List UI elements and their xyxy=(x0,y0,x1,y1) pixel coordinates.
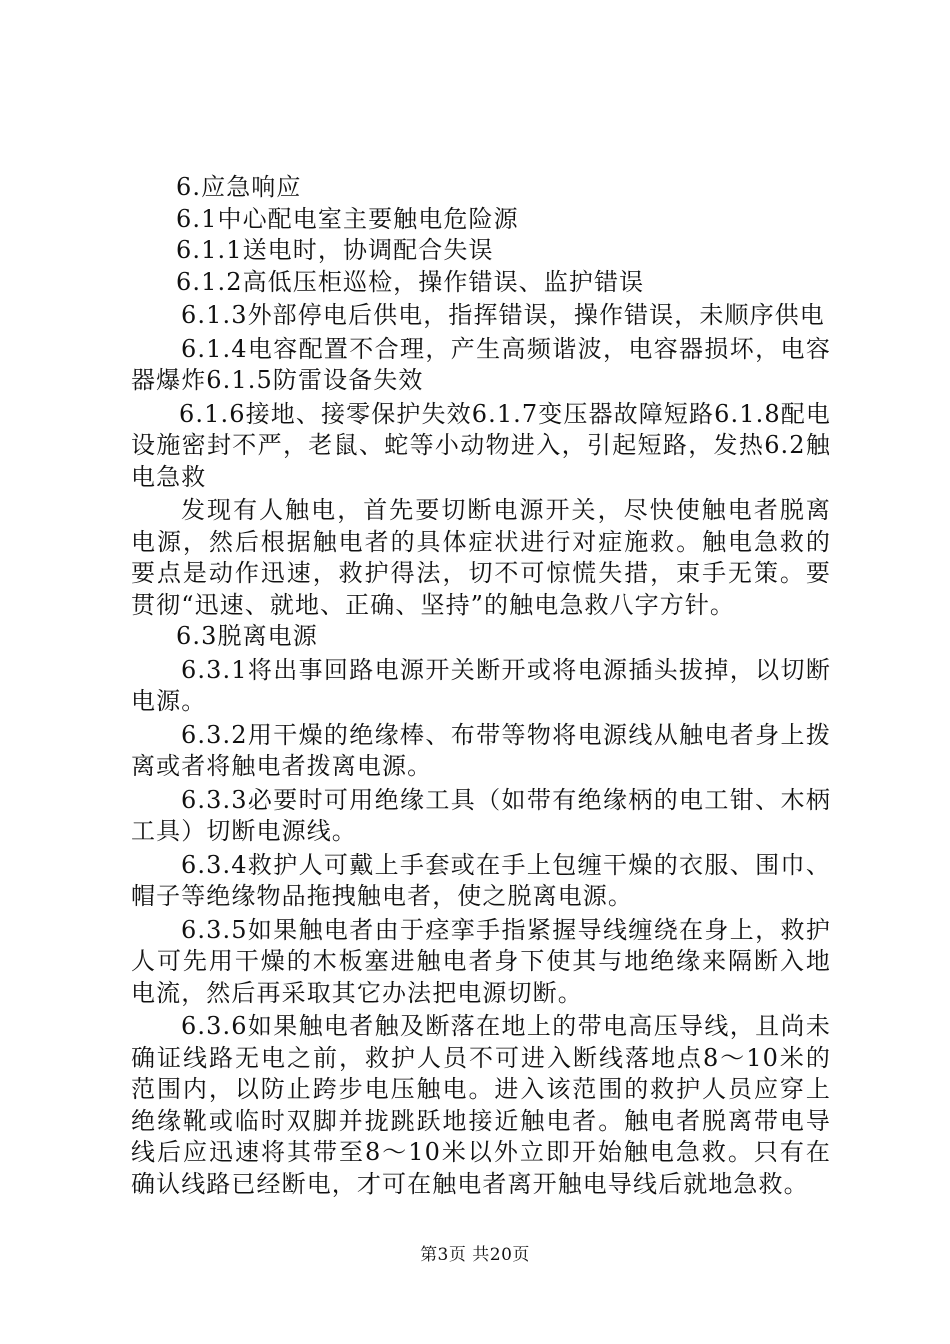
item-6-1-2: 6.1.2高低压柜巡检，操作错误、监护错误 xyxy=(176,267,645,296)
item-6-1-1: 6.1.1送电时，协调配合失误 xyxy=(176,236,494,264)
item-6-1-3: 6.1.3外部停电后供电，指挥错误，操作错误，未顺序供电 xyxy=(181,301,825,329)
section-heading-6-1: 6.1中心配电室主要触电危险源 xyxy=(176,204,519,233)
item-6-3-6: 6.3.6如果触电者触及断落在地上的带电高压导线，且尚未确证线路无电之前，救护人员不可进入断线落地点8～10米的范围内，以防止跨步电压触电。进入该范围的救护人员应穿上绝缘靴或临时双脚并拢跳跃地接近触电者。触电者脱离带电导线后应迅速将其带至8～10米以外立即开始触电急救。只有在确认线路已经断电，才可在触电者离开触电导线后就地急救。 xyxy=(131,1012,831,1198)
item-6-3-5: 6.3.5如果触电者由于痉挛手指紧握导线缠绕在身上，救护人可先用干燥的木板塞进触电者身下使其与地绝缘来隔断入地电流，然后再采取其它办法把电源切断。 xyxy=(131,915,831,1007)
item-6-3-4: 6.3.4救护人可戴上手套或在手上包缠干燥的衣服、围巾、帽子等绝缘物品拖拽触电者，使之脱离电源。 xyxy=(131,850,831,910)
item-6-1-4-5: 6.1.4电容配置不合理，产生高频谐波，电容器损坏，电容器爆炸6.1.5防雷设备失效 xyxy=(131,334,831,394)
document-body xyxy=(131,172,831,1200)
section-heading-6: 6.应急响应 xyxy=(176,173,302,201)
item-6-3-2: 6.3.2用干燥的绝缘棒、布带等物将电源线从触电者身上拨离或者将触电者拨离电源。 xyxy=(131,720,831,780)
item-6-3-3: 6.3.3必要时可用绝缘工具（如带有绝缘柄的电工钳、木柄工具）切断电源线。 xyxy=(131,785,831,845)
paragraph-first-aid: 发现有人触电，首先要切断电源开关，尽快使触电者脱离电源，然后根据触电者的具体症状进行对症施救。触电急救的要点是动作迅速，救护得法，切不可惊慌失措，束手无策。要贯彻“迅速、就地、正确、坚持”的触电急救八字方针。 xyxy=(131,496,831,619)
item-6-1-6-8: 6.1.6接地、接零保护失效6.1.7变压器故障短路6.1.8配电设施密封不严，老鼠、蛇等小动物进入，引起短路，发热6.2触电急救 xyxy=(131,399,831,491)
section-heading-6-3: 6.3脱离电源 xyxy=(176,622,318,650)
item-6-3-1: 6.3.1将出事回路电源开关断开或将电源插头拔掉，以切断电源。 xyxy=(131,655,831,715)
page-number-footer: 第3页 共20页 xyxy=(420,1245,530,1265)
